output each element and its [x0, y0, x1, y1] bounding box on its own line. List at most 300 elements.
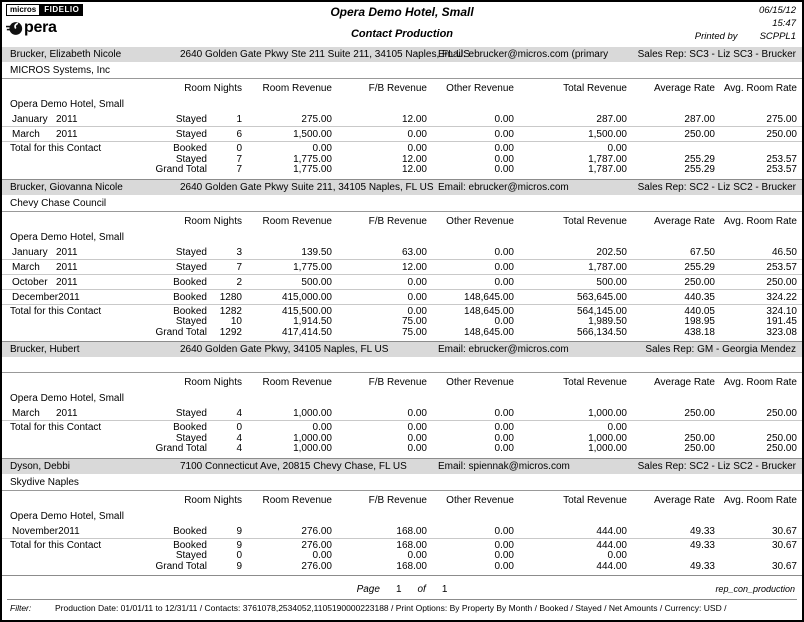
- contact-company: [2, 357, 802, 373]
- total-other-revenue: 0.00: [494, 443, 514, 454]
- row-year: 2011: [58, 291, 80, 303]
- total-average-rate: 250.00: [684, 443, 715, 454]
- row-nights: 1: [236, 114, 242, 125]
- filter-row: [7, 603, 797, 613]
- total-fb-revenue: 0.00: [407, 305, 427, 317]
- total-total-revenue: 1,000.00: [588, 432, 627, 444]
- total-row: [2, 317, 802, 328]
- row-fb-revenue: 0.00: [407, 276, 427, 288]
- total-room-revenue: 0.00: [312, 143, 332, 154]
- total-fb-revenue: 0.00: [407, 143, 427, 154]
- row-room-revenue: 1,775.00: [293, 261, 332, 273]
- row-status: Stayed: [175, 129, 207, 140]
- col-room-nights: Room Nights: [184, 83, 242, 94]
- contact-name: Dyson, Debbi: [10, 460, 71, 472]
- total-other-revenue: 0.00: [494, 560, 514, 572]
- contact-address: 2640 Golden Gate Pkwy Ste 211 Suite 211, 34105 Naples, FL US: [180, 49, 470, 60]
- total-fb-revenue: 0.00: [407, 432, 427, 444]
- total-other-revenue: 0.00: [494, 316, 514, 327]
- total-status: Booked: [173, 422, 207, 433]
- row-period: [2, 113, 147, 126]
- row-month: March: [12, 408, 40, 419]
- production-row: [2, 275, 802, 290]
- contact-sales-rep: Sales Rep: SC2 - Liz SC2 - Brucker: [637, 460, 796, 472]
- total-nights: 9: [236, 539, 242, 551]
- total-nights: 1282: [219, 305, 242, 317]
- column-header-row: [2, 491, 802, 509]
- printed-by-value: SCPPL1: [759, 31, 796, 42]
- row-year: 2011: [56, 261, 78, 273]
- contact-company: Chevy Chase Council: [2, 195, 802, 212]
- total-total-revenue: 1,000.00: [588, 443, 627, 454]
- report-subtitle: Contact Production: [350, 28, 454, 40]
- month-rows: [2, 245, 802, 305]
- row-status: Stayed: [175, 261, 207, 273]
- total-avg-room-rate: [715, 551, 797, 562]
- total-fb-revenue: 0.00: [407, 443, 427, 454]
- total-other-revenue: 0.00: [494, 550, 514, 561]
- total-nights: 0: [236, 422, 242, 433]
- total-status: Stayed: [175, 316, 207, 327]
- row-average-rate: 67.50: [689, 246, 715, 258]
- total-total-revenue: 564,145.00: [576, 305, 627, 317]
- contact-totals: [2, 421, 802, 459]
- total-total-revenue: 0.00: [607, 550, 627, 561]
- row-status: Booked: [173, 525, 207, 537]
- total-other-revenue: 0.00: [494, 539, 514, 551]
- row-total-revenue: 1,500.00: [588, 129, 627, 140]
- total-status: Booked: [173, 143, 207, 154]
- page-number: 1: [395, 584, 402, 595]
- total-label: [2, 328, 147, 339]
- footer-divider: [7, 599, 797, 600]
- row-average-rate: 250.00: [684, 129, 715, 140]
- total-label: [2, 562, 147, 573]
- col-total-revenue: Total Revenue: [563, 215, 627, 227]
- contact-header-band: [2, 180, 802, 195]
- total-status: Stayed: [175, 550, 207, 561]
- row-nights: 6: [236, 129, 242, 140]
- column-header-row: [2, 373, 802, 391]
- total-total-revenue: 0.00: [607, 422, 627, 433]
- total-row: [2, 444, 802, 455]
- row-status: Booked: [173, 276, 207, 288]
- production-row: [2, 260, 802, 275]
- total-fb-revenue: 0.00: [407, 422, 427, 433]
- total-status: Stayed: [175, 153, 207, 165]
- total-room-revenue: 1,000.00: [293, 443, 332, 454]
- row-month: March: [12, 261, 40, 273]
- contact-header-band: [2, 459, 802, 474]
- contact-totals: [2, 539, 802, 577]
- of-label: of: [417, 584, 426, 595]
- row-month: January: [12, 114, 48, 125]
- contact-email: Email: spiennak@micros.com: [438, 460, 570, 472]
- contact-totals: [2, 305, 802, 343]
- row-total-revenue: 1,000.00: [588, 408, 627, 419]
- opera-logo-text: pera: [24, 19, 57, 36]
- col-fb-revenue: F/B Revenue: [368, 215, 427, 227]
- row-nights: 3: [236, 246, 242, 258]
- total-average-rate: [627, 144, 715, 155]
- total-room-revenue: 276.00: [301, 560, 332, 572]
- row-average-rate: 250.00: [684, 408, 715, 419]
- row-status: Stayed: [175, 114, 207, 125]
- row-month: November: [12, 525, 59, 537]
- total-row: [2, 541, 802, 552]
- total-label: [2, 165, 147, 176]
- col-average-rate: Average Rate: [654, 494, 715, 506]
- col-avg-room-rate: Avg. Room Rate: [723, 83, 797, 94]
- row-avg-room-rate: 250.00: [766, 276, 797, 288]
- total-label: [2, 155, 147, 166]
- col-avg-room-rate: Avg. Room Rate: [723, 377, 797, 388]
- row-avg-room-rate: 275.00: [766, 114, 797, 125]
- col-spacer: [2, 495, 147, 506]
- total-avg-room-rate: 30.67: [771, 539, 797, 551]
- filter-label: Filter:: [10, 603, 32, 613]
- row-total-revenue: 287.00: [596, 114, 627, 125]
- total-status: Grand Total: [155, 443, 207, 454]
- total-label: Total for this Contact: [10, 305, 102, 317]
- page-row: [7, 584, 797, 597]
- row-avg-room-rate: 250.00: [766, 408, 797, 419]
- total-total-revenue: 444.00: [596, 539, 627, 551]
- total-avg-room-rate: 324.10: [766, 305, 797, 317]
- total-nights: 0: [236, 143, 242, 154]
- total-room-revenue: 1,775.00: [293, 153, 332, 165]
- total-nights: 7: [236, 153, 242, 165]
- page-total: 1: [441, 584, 448, 595]
- row-other-revenue: 0.00: [494, 525, 514, 537]
- row-total-revenue: 202.50: [596, 246, 627, 258]
- total-status: Grand Total: [155, 560, 207, 572]
- total-row: [2, 328, 802, 339]
- row-status: Stayed: [175, 408, 207, 419]
- row-fb-revenue: 0.00: [407, 291, 427, 303]
- contact-email: Email: ebrucker@micros.com (primary: [438, 49, 609, 60]
- row-nights: 2: [236, 276, 242, 288]
- row-average-rate: 49.33: [689, 525, 715, 537]
- row-year: 2011: [58, 525, 80, 537]
- row-average-rate: 287.00: [684, 114, 715, 125]
- col-average-rate: Average Rate: [654, 83, 715, 94]
- contact-email: Email: ebrucker@micros.com: [438, 344, 569, 355]
- total-row: [2, 434, 802, 445]
- col-room-revenue: Room Revenue: [262, 215, 332, 227]
- row-period: [2, 261, 147, 274]
- row-fb-revenue: 12.00: [401, 261, 427, 273]
- col-average-rate: Average Rate: [654, 215, 715, 227]
- row-status: Booked: [173, 291, 207, 303]
- total-avg-room-rate: 191.45: [766, 316, 797, 327]
- print-meta: [673, 4, 796, 43]
- row-other-revenue: 0.00: [494, 246, 514, 258]
- total-nights: 7: [236, 164, 242, 175]
- fidelio-logo-text: FIDELIO: [40, 4, 83, 16]
- col-total-revenue: Total Revenue: [563, 494, 627, 506]
- row-fb-revenue: 0.00: [407, 129, 427, 140]
- total-status: Booked: [173, 539, 207, 551]
- contact-section: [2, 342, 802, 459]
- total-fb-revenue: 12.00: [401, 164, 427, 175]
- printed-by: [673, 30, 796, 43]
- row-average-rate: 440.35: [684, 291, 715, 303]
- total-nights: 4: [236, 432, 242, 444]
- col-room-revenue: Room Revenue: [262, 83, 332, 94]
- page-title: Opera Demo Hotel, Small: [330, 5, 474, 19]
- row-total-revenue: 500.00: [596, 276, 627, 288]
- contact-header-band: [2, 47, 802, 62]
- col-spacer: [2, 83, 147, 94]
- production-row: [2, 112, 802, 127]
- total-room-revenue: 417,414.50: [281, 326, 332, 338]
- total-other-revenue: 0.00: [494, 143, 514, 154]
- row-avg-room-rate: 250.00: [766, 129, 797, 140]
- row-period: [2, 525, 147, 538]
- total-avg-room-rate: 253.57: [766, 153, 797, 165]
- row-period: [2, 291, 147, 304]
- print-time: 15:47: [772, 18, 796, 29]
- total-status: Grand Total: [155, 326, 207, 338]
- contact-sales-rep: Sales Rep: GM - Georgia Mendez: [645, 344, 796, 355]
- total-room-revenue: 1,000.00: [293, 432, 332, 444]
- total-room-revenue: 1,914.50: [293, 316, 332, 327]
- col-fb-revenue: F/B Revenue: [368, 377, 427, 388]
- month-rows: [2, 406, 802, 421]
- total-fb-revenue: 168.00: [396, 560, 427, 572]
- total-average-rate: 438.18: [684, 326, 715, 338]
- row-nights: 9: [236, 525, 242, 537]
- row-other-revenue: 0.00: [494, 261, 514, 273]
- total-row: [2, 562, 802, 573]
- row-other-revenue: 0.00: [494, 408, 514, 419]
- total-average-rate: 440.05: [684, 305, 715, 317]
- contact-address: 7100 Connecticut Ave, 20815 Chevy Chase, FL US: [180, 460, 407, 472]
- row-fb-revenue: 12.00: [401, 114, 427, 125]
- total-other-revenue: 0.00: [494, 422, 514, 433]
- total-total-revenue: 1,787.00: [588, 164, 627, 175]
- total-nights: 9: [236, 560, 242, 572]
- col-spacer: [2, 377, 147, 388]
- filter-text: Production Date: 01/01/11 to 12/31/11 / Contacts: 3761078,2534052,1105190000223188 / Print Options: By Property By Month / Booked / Stayed / Net Amounts / Currency: USD /: [55, 603, 727, 613]
- row-nights: 4: [236, 408, 242, 419]
- row-avg-room-rate: 324.22: [766, 291, 797, 303]
- col-spacer: [2, 216, 147, 227]
- contact-name: Brucker, Hubert: [10, 344, 80, 355]
- row-room-revenue: 415,000.00: [281, 291, 332, 303]
- total-total-revenue: 1,787.00: [588, 153, 627, 165]
- row-period: [2, 276, 147, 289]
- col-other-revenue: Other Revenue: [446, 215, 514, 227]
- contact-name: Brucker, Giovanna Nicole: [10, 181, 123, 193]
- col-room-nights: Room Nights: [184, 494, 242, 506]
- contact-sales-rep: Sales Rep: SC3 - Liz SC3 - Brucker: [637, 49, 796, 60]
- total-nights: 10: [230, 316, 242, 327]
- col-room-nights: Room Nights: [184, 215, 242, 227]
- total-status: Grand Total: [155, 164, 207, 175]
- row-month: December: [12, 291, 59, 303]
- col-total-revenue: Total Revenue: [563, 83, 627, 94]
- row-nights: 1280: [219, 291, 242, 303]
- row-avg-room-rate: 253.57: [766, 261, 797, 273]
- col-fb-revenue: F/B Revenue: [368, 494, 427, 506]
- row-room-revenue: 139.50: [301, 246, 332, 258]
- col-room-revenue: Room Revenue: [262, 377, 332, 388]
- contact-company: Skydive Naples: [2, 474, 802, 491]
- total-average-rate: [627, 423, 715, 434]
- total-other-revenue: 148,645.00: [463, 305, 514, 317]
- print-date: 06/15/12: [759, 5, 796, 16]
- month-rows: [2, 524, 802, 539]
- total-room-revenue: 0.00: [312, 422, 332, 433]
- total-average-rate: 49.33: [689, 560, 715, 572]
- row-year: 2011: [56, 114, 78, 125]
- row-total-revenue: 563,645.00: [576, 291, 627, 303]
- total-row: [2, 423, 802, 434]
- row-avg-room-rate: 46.50: [771, 246, 797, 258]
- row-fb-revenue: 0.00: [407, 408, 427, 419]
- row-status: Stayed: [175, 246, 207, 258]
- total-fb-revenue: 0.00: [407, 550, 427, 561]
- contact-section: [2, 459, 802, 577]
- col-room-revenue: Room Revenue: [262, 494, 332, 506]
- row-average-rate: 255.29: [684, 261, 715, 273]
- property-name: Opera Demo Hotel, Small: [10, 99, 124, 110]
- row-room-revenue: 275.00: [301, 114, 332, 125]
- total-avg-room-rate: [715, 144, 797, 155]
- production-row: [2, 406, 802, 421]
- total-total-revenue: 566,134.50: [576, 326, 627, 338]
- total-fb-revenue: 12.00: [401, 153, 427, 165]
- column-header-row: [2, 212, 802, 230]
- report-header: [2, 2, 802, 47]
- col-other-revenue: Other Revenue: [446, 83, 514, 94]
- row-month: January: [12, 246, 48, 258]
- total-total-revenue: 1,989.50: [588, 316, 627, 327]
- contact-section: [2, 180, 802, 343]
- total-total-revenue: 444.00: [596, 560, 627, 572]
- row-room-revenue: 1,500.00: [293, 129, 332, 140]
- property-name: Opera Demo Hotel, Small: [10, 510, 124, 522]
- col-other-revenue: Other Revenue: [446, 494, 514, 506]
- total-average-rate: 255.29: [684, 164, 715, 175]
- total-average-rate: 250.00: [684, 432, 715, 444]
- total-label: [2, 551, 147, 562]
- row-fb-revenue: 168.00: [396, 525, 427, 537]
- total-fb-revenue: 75.00: [401, 316, 427, 327]
- row-nights: 7: [236, 261, 242, 273]
- col-other-revenue: Other Revenue: [446, 377, 514, 388]
- contact-header-band: [2, 342, 802, 357]
- production-row: [2, 290, 802, 305]
- total-total-revenue: 0.00: [607, 143, 627, 154]
- total-avg-room-rate: [715, 423, 797, 434]
- row-year: 2011: [56, 246, 78, 258]
- total-avg-room-rate: 253.57: [766, 164, 797, 175]
- row-avg-room-rate: 30.67: [771, 525, 797, 537]
- row-period: [2, 407, 147, 420]
- row-year: 2011: [56, 276, 78, 288]
- row-year: 2011: [56, 408, 78, 419]
- row-average-rate: 250.00: [684, 276, 715, 288]
- col-room-nights: Room Nights: [184, 377, 242, 388]
- total-row: [2, 144, 802, 155]
- total-row: [2, 551, 802, 562]
- row-room-revenue: 1,000.00: [293, 408, 332, 419]
- total-average-rate: 255.29: [684, 153, 715, 165]
- total-room-revenue: 276.00: [301, 539, 332, 551]
- contact-name: Brucker, Elizabeth Nicole: [10, 49, 122, 60]
- contact-address: 2640 Golden Gate Pkwy, 34105 Naples, FL US: [180, 344, 389, 355]
- contact-address: 2640 Golden Gate Pkwy Suite 211, 34105 Naples, FL US: [180, 181, 434, 193]
- total-avg-room-rate: 323.08: [766, 326, 797, 338]
- row-total-revenue: 1,787.00: [588, 261, 627, 273]
- month-rows: [2, 112, 802, 142]
- total-label: Total for this Contact: [10, 422, 102, 433]
- total-other-revenue: 0.00: [494, 164, 514, 175]
- total-nights: 1292: [219, 326, 242, 338]
- report-footer: [7, 584, 797, 613]
- total-status: Booked: [173, 305, 207, 317]
- row-year: 2011: [56, 129, 78, 140]
- total-average-rate: 49.33: [689, 539, 715, 551]
- row-other-revenue: 0.00: [494, 276, 514, 288]
- row-other-revenue: 0.00: [494, 129, 514, 140]
- property-name: Opera Demo Hotel, Small: [10, 231, 124, 243]
- total-avg-room-rate: 250.00: [766, 443, 797, 454]
- total-label: Total for this Contact: [10, 143, 102, 154]
- total-status: Stayed: [175, 432, 207, 444]
- production-row: [2, 245, 802, 260]
- production-row: [2, 127, 802, 142]
- property-name: Opera Demo Hotel, Small: [10, 393, 124, 404]
- row-other-revenue: 148,645.00: [463, 291, 514, 303]
- total-nights: 4: [236, 443, 242, 454]
- row-room-revenue: 500.00: [301, 276, 332, 288]
- contact-totals: [2, 142, 802, 180]
- total-label: [2, 434, 147, 445]
- contact-email: Email: ebrucker@micros.com: [438, 181, 569, 193]
- col-avg-room-rate: Avg. Room Rate: [723, 215, 797, 227]
- col-average-rate: Average Rate: [654, 377, 715, 388]
- contact-section: [2, 47, 802, 180]
- total-other-revenue: 0.00: [494, 432, 514, 444]
- total-avg-room-rate: 30.67: [771, 560, 797, 572]
- row-room-revenue: 276.00: [301, 525, 332, 537]
- row-month: October: [12, 276, 48, 288]
- production-row: [2, 524, 802, 539]
- total-room-revenue: 1,775.00: [293, 164, 332, 175]
- micros-logo-text: micros: [6, 4, 40, 16]
- row-fb-revenue: 63.00: [401, 246, 427, 258]
- total-row: [2, 165, 802, 176]
- row-month: March: [12, 129, 40, 140]
- total-fb-revenue: 168.00: [396, 539, 427, 551]
- total-other-revenue: 148,645.00: [463, 326, 514, 338]
- total-average-rate: 198.95: [684, 316, 715, 327]
- row-other-revenue: 0.00: [494, 114, 514, 125]
- printed-by-label: Printed by: [694, 31, 738, 42]
- total-label: Total for this Contact: [10, 539, 102, 551]
- total-average-rate: [627, 551, 715, 562]
- col-total-revenue: Total Revenue: [563, 377, 627, 388]
- contact-sales-rep: Sales Rep: SC2 - Liz SC2 - Brucker: [637, 181, 796, 193]
- row-total-revenue: 444.00: [596, 525, 627, 537]
- total-label: [2, 317, 147, 328]
- total-label: [2, 444, 147, 455]
- total-room-revenue: 0.00: [312, 550, 332, 561]
